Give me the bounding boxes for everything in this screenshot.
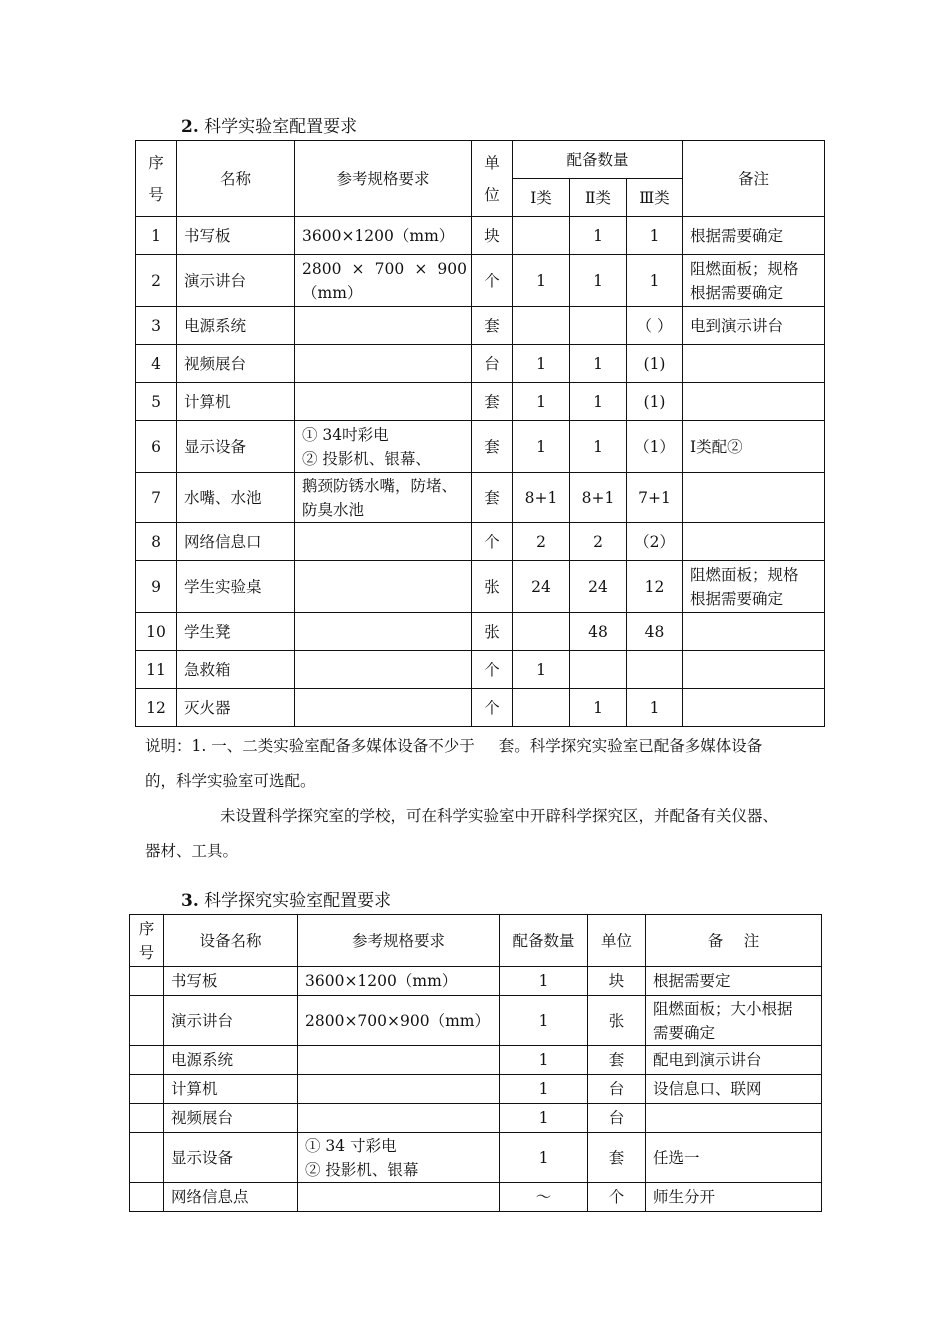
row-class-2: 1 — [570, 345, 627, 383]
row-spec — [298, 1104, 500, 1133]
row-seq — [130, 1075, 164, 1104]
lab-config-table — [135, 140, 825, 727]
table-row — [136, 307, 825, 345]
row-note: 师生分开 — [646, 1183, 822, 1212]
section-2-number: 2. — [181, 117, 199, 137]
note-line-2: 的，科学实验室可选配。 — [145, 772, 316, 790]
row-seq: 1 — [136, 217, 177, 255]
row-unit: 个 — [472, 689, 513, 727]
row-unit: 个 — [472, 651, 513, 689]
row-class-3: 7+1 — [627, 473, 683, 523]
section-2-heading — [181, 117, 357, 137]
row-spec — [298, 1183, 500, 1212]
row-unit: 台 — [472, 345, 513, 383]
row-name: 显示设备 — [177, 421, 295, 473]
table-row — [136, 217, 825, 255]
table-row — [136, 473, 825, 523]
section-3-number: 3. — [181, 891, 199, 911]
row-seq: 8 — [136, 523, 177, 561]
row-name: 演示讲台 — [164, 996, 298, 1046]
row-unit: 个 — [588, 1183, 646, 1212]
row-class-2: 1 — [570, 255, 627, 307]
row-name: 电源系统 — [164, 1046, 298, 1075]
row-seq: 4 — [136, 345, 177, 383]
row-unit: 块 — [588, 967, 646, 996]
table-row — [130, 1183, 822, 1212]
row-name: 显示设备 — [164, 1133, 298, 1183]
header-unit: 单位 — [588, 915, 646, 967]
row-class-3: （ ） — [627, 307, 683, 345]
row-class-1 — [513, 217, 570, 255]
row-seq: 3 — [136, 307, 177, 345]
row-name: 灭火器 — [177, 689, 295, 727]
row-name: 急救箱 — [177, 651, 295, 689]
row-class-3: （2） — [627, 523, 683, 561]
row-qty: 1 — [500, 996, 588, 1046]
row-unit: 套 — [472, 383, 513, 421]
table-row — [136, 345, 825, 383]
row-name: 计算机 — [177, 383, 295, 421]
row-seq: 12 — [136, 689, 177, 727]
row-class-1: 1 — [513, 421, 570, 473]
row-spec — [298, 1046, 500, 1075]
row-spec: 3600×1200（mm） — [298, 967, 500, 996]
row-name: 视频展台 — [177, 345, 295, 383]
row-spec: ① 34吋彩电 ② 投影机、银幕、 — [295, 421, 472, 473]
header-class-1: Ⅰ类 — [513, 179, 570, 217]
row-unit: 张 — [472, 613, 513, 651]
table-row — [130, 1046, 822, 1075]
row-spec — [295, 613, 472, 651]
row-class-3 — [627, 651, 683, 689]
row-class-2 — [570, 307, 627, 345]
table-row — [130, 1075, 822, 1104]
table-row — [136, 523, 825, 561]
row-note — [683, 523, 825, 561]
row-note: 任选一 — [646, 1133, 822, 1183]
header-unit: 单 位 — [472, 141, 513, 217]
table-row — [136, 689, 825, 727]
row-seq — [130, 1133, 164, 1183]
row-spec: 鹅颈防锈水嘴，防堵、 防臭水池 — [295, 473, 472, 523]
row-note — [683, 651, 825, 689]
row-class-3: 48 — [627, 613, 683, 651]
header-name: 设备名称 — [164, 915, 298, 967]
row-class-2: 48 — [570, 613, 627, 651]
row-note — [683, 383, 825, 421]
table-row — [136, 651, 825, 689]
row-class-1 — [513, 689, 570, 727]
row-spec — [295, 307, 472, 345]
row-class-1: 1 — [513, 255, 570, 307]
row-name: 水嘴、水池 — [177, 473, 295, 523]
row-note: 根据需要确定 — [683, 217, 825, 255]
header-spec: 参考规格要求 — [295, 141, 472, 217]
row-seq: 11 — [136, 651, 177, 689]
row-class-1: 8+1 — [513, 473, 570, 523]
row-class-2: 1 — [570, 689, 627, 727]
row-note — [683, 689, 825, 727]
row-class-2: 1 — [570, 383, 627, 421]
header-name: 名称 — [177, 141, 295, 217]
header-class-2: Ⅱ类 — [570, 179, 627, 217]
row-seq: 6 — [136, 421, 177, 473]
row-qty: 1 — [500, 967, 588, 996]
row-class-3: 1 — [627, 689, 683, 727]
row-spec: 2800×700×900（mm） — [298, 996, 500, 1046]
row-name: 网络信息点 — [164, 1183, 298, 1212]
row-name: 书写板 — [164, 967, 298, 996]
row-note — [646, 1104, 822, 1133]
row-seq — [130, 1046, 164, 1075]
row-spec — [295, 651, 472, 689]
row-name: 网络信息口 — [177, 523, 295, 561]
row-unit: 个 — [472, 523, 513, 561]
header-note: 备注 — [683, 141, 825, 217]
row-note: 阻燃面板；规格 根据需要确定 — [683, 255, 825, 307]
row-name: 电源系统 — [177, 307, 295, 345]
header-seq: 序 号 — [130, 915, 164, 967]
row-qty: ～ — [500, 1183, 588, 1212]
row-name: 计算机 — [164, 1075, 298, 1104]
row-spec: ① 34 寸彩电 ② 投影机、银幕 — [298, 1133, 500, 1183]
note-line-1: 说明：1. 一、二类实验室配备多媒体设备不少于 套。科学探究实验室已配备多媒体设备 — [145, 737, 763, 755]
table-row — [136, 421, 825, 473]
row-seq — [130, 996, 164, 1046]
row-seq: 2 — [136, 255, 177, 307]
row-qty: 1 — [500, 1104, 588, 1133]
table-row — [130, 967, 822, 996]
row-seq — [130, 967, 164, 996]
row-unit: 张 — [588, 996, 646, 1046]
section-3-heading — [181, 891, 391, 911]
row-spec — [295, 561, 472, 613]
row-note: 阻燃面板；规格 根据需要确定 — [683, 561, 825, 613]
row-unit: 套 — [472, 421, 513, 473]
inquiry-lab-table — [129, 914, 822, 1212]
row-spec — [298, 1075, 500, 1104]
section-2-title: 科学实验室配置要求 — [204, 117, 358, 137]
row-name: 视频展台 — [164, 1104, 298, 1133]
row-note: Ⅰ类配② — [683, 421, 825, 473]
row-unit: 个 — [472, 255, 513, 307]
row-unit: 台 — [588, 1075, 646, 1104]
notes-block — [145, 729, 815, 869]
row-class-1 — [513, 307, 570, 345]
row-class-2: 1 — [570, 421, 627, 473]
row-unit: 块 — [472, 217, 513, 255]
note-line-4: 器材、工具。 — [145, 842, 239, 860]
row-note: 根据需要定 — [646, 967, 822, 996]
table-row — [130, 1133, 822, 1183]
row-spec — [295, 523, 472, 561]
row-unit: 套 — [588, 1046, 646, 1075]
row-class-3: (1) — [627, 383, 683, 421]
row-class-2: 8+1 — [570, 473, 627, 523]
row-unit: 套 — [472, 473, 513, 523]
row-class-2: 24 — [570, 561, 627, 613]
header-qty: 配备数量 — [500, 915, 588, 967]
row-note: 设信息口、联网 — [646, 1075, 822, 1104]
row-class-1 — [513, 613, 570, 651]
row-spec — [295, 689, 472, 727]
table-row — [136, 383, 825, 421]
row-seq: 5 — [136, 383, 177, 421]
row-note: 阻燃面板；大小根据 需要确定 — [646, 996, 822, 1046]
row-class-2: 2 — [570, 523, 627, 561]
row-class-2: 1 — [570, 217, 627, 255]
row-name: 学生实验桌 — [177, 561, 295, 613]
table-row — [136, 255, 825, 307]
row-class-3: （1） — [627, 421, 683, 473]
row-class-1: 1 — [513, 383, 570, 421]
row-class-1: 24 — [513, 561, 570, 613]
row-seq: 9 — [136, 561, 177, 613]
table-row — [136, 613, 825, 651]
header-qty: 配备数量 — [513, 141, 683, 179]
row-note: 配电到演示讲台 — [646, 1046, 822, 1075]
row-class-3: 12 — [627, 561, 683, 613]
row-seq — [130, 1104, 164, 1133]
row-qty: 1 — [500, 1046, 588, 1075]
row-note: 电到演示讲台 — [683, 307, 825, 345]
row-class-1: 1 — [513, 345, 570, 383]
row-class-2 — [570, 651, 627, 689]
header-seq: 序 号 — [136, 141, 177, 217]
row-name: 演示讲台 — [177, 255, 295, 307]
row-spec — [295, 383, 472, 421]
row-note — [683, 613, 825, 651]
row-note — [683, 473, 825, 523]
row-seq: 10 — [136, 613, 177, 651]
row-note — [683, 345, 825, 383]
row-qty: 1 — [500, 1133, 588, 1183]
row-class-3: 1 — [627, 217, 683, 255]
row-spec: 2800 × 700 × 900 （mm） — [295, 255, 472, 307]
note-line-3: 未设置科学探究室的学校，可在科学实验室中开辟科学探究区，并配备有关仪器、 — [220, 807, 779, 825]
header-class-3: Ⅲ类 — [627, 179, 683, 217]
row-class-3: (1) — [627, 345, 683, 383]
header-note: 备 注 — [646, 915, 822, 967]
row-unit: 台 — [588, 1104, 646, 1133]
row-seq — [130, 1183, 164, 1212]
row-qty: 1 — [500, 1075, 588, 1104]
row-class-1: 1 — [513, 651, 570, 689]
row-class-3: 1 — [627, 255, 683, 307]
row-unit: 套 — [588, 1133, 646, 1183]
row-unit: 张 — [472, 561, 513, 613]
table-row — [136, 561, 825, 613]
section-3-title: 科学探究实验室配置要求 — [204, 891, 392, 911]
row-name: 学生凳 — [177, 613, 295, 651]
table-row — [130, 1104, 822, 1133]
row-name: 书写板 — [177, 217, 295, 255]
table-row — [130, 996, 822, 1046]
row-unit: 套 — [472, 307, 513, 345]
row-class-1: 2 — [513, 523, 570, 561]
header-spec: 参考规格要求 — [298, 915, 500, 967]
row-spec — [295, 345, 472, 383]
row-spec: 3600×1200（mm） — [295, 217, 472, 255]
row-seq: 7 — [136, 473, 177, 523]
